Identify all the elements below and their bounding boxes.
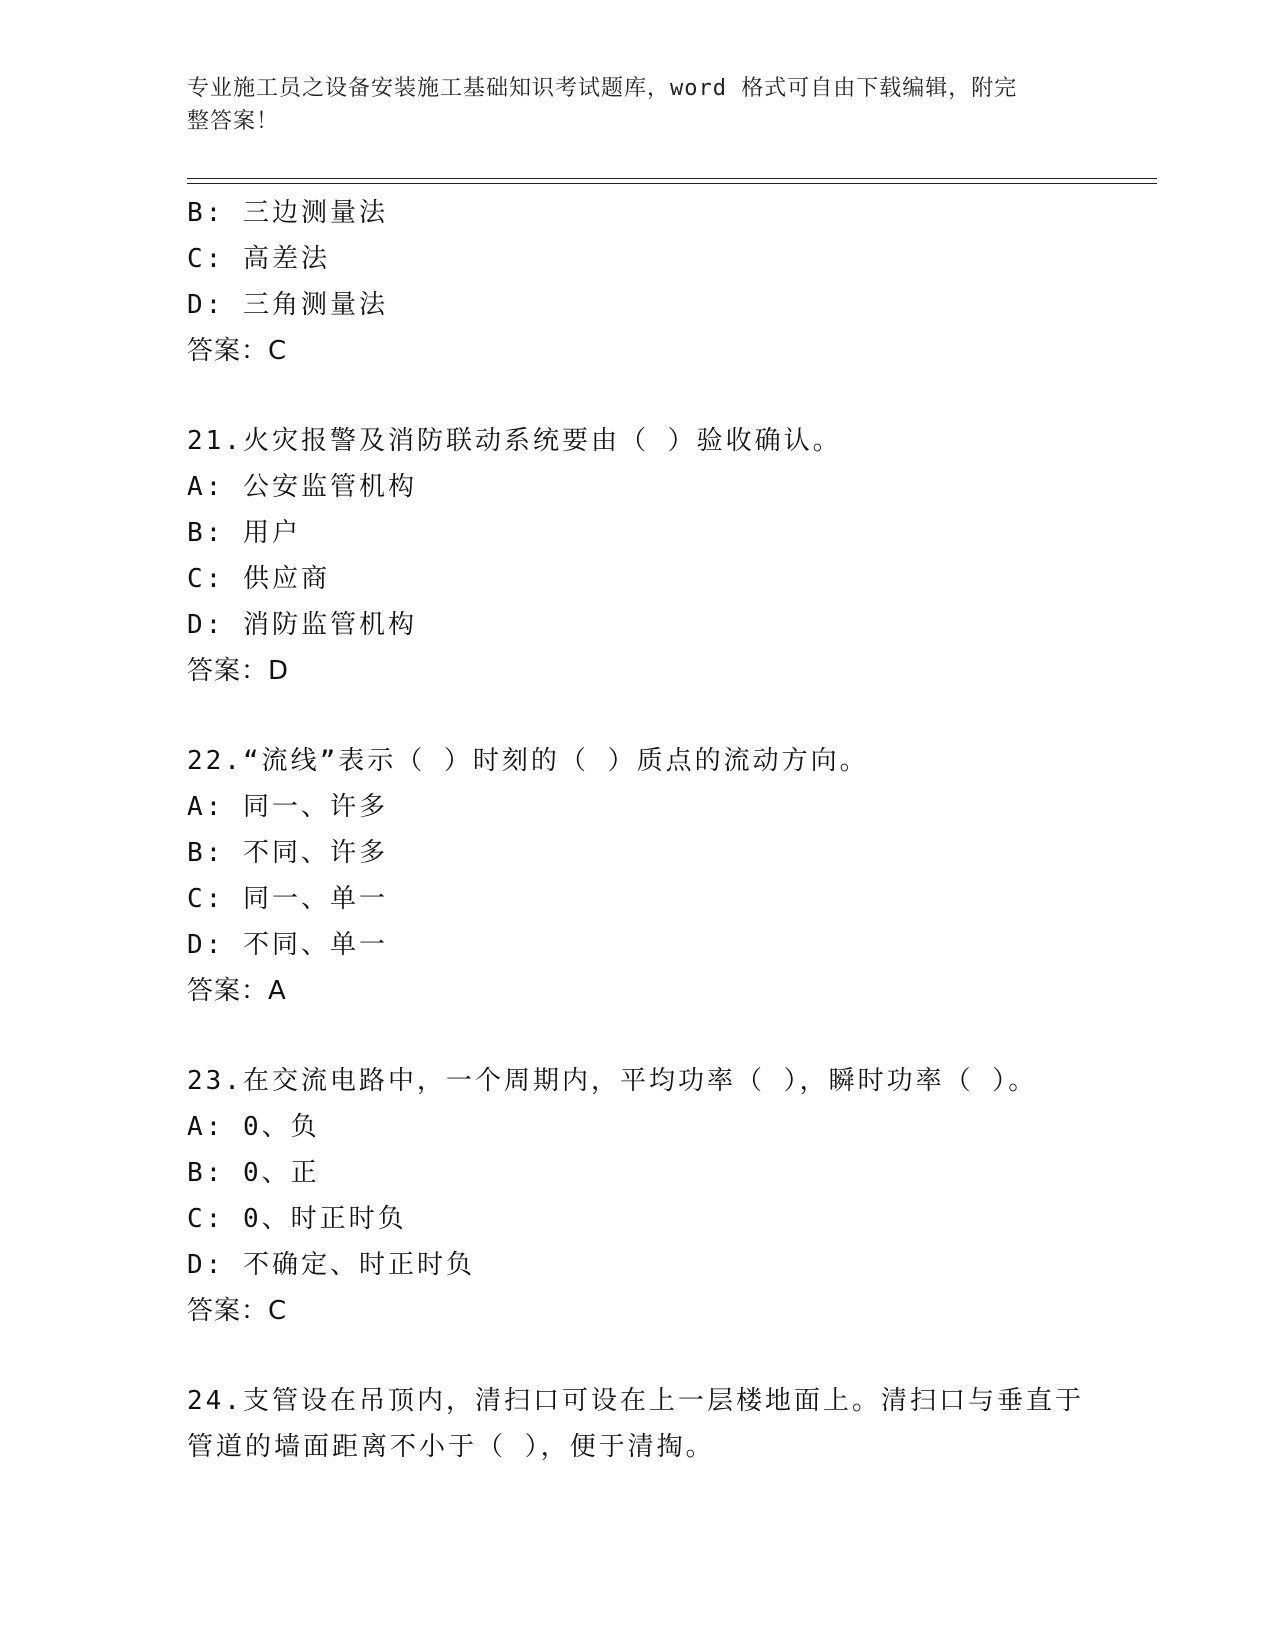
option-b: B: 用户 <box>187 518 301 548</box>
spacer <box>187 1334 1157 1378</box>
document-body <box>187 190 1157 1470</box>
option-c: C: 供应商 <box>187 564 330 594</box>
question-24-line-1: 24.支管设在吊顶内，清扫口可设在上一层楼地面上。清扫口与垂直于 <box>187 1386 1084 1416</box>
option-c: C: 0、时正时负 <box>187 1204 407 1234</box>
spacer <box>187 1014 1157 1058</box>
question-24 <box>187 1378 1087 1470</box>
option-a: A: 0、负 <box>187 1112 320 1142</box>
answer-line: 答案：C <box>187 336 288 366</box>
answer-line: 答案：C <box>187 1296 288 1326</box>
option-c: C: 高差法 <box>187 244 330 274</box>
spacer <box>187 694 1157 738</box>
header-line-2: 整答案！ <box>187 109 280 134</box>
option-b: B: 三边测量法 <box>187 198 388 228</box>
option-b: B: 不同、许多 <box>187 838 388 868</box>
option-d: D: 消防监管机构 <box>187 610 417 640</box>
spacer <box>187 374 1157 418</box>
option-d: D: 不同、单一 <box>187 930 388 960</box>
answer-line: 答案：A <box>187 976 287 1006</box>
header-divider-top <box>187 178 1157 179</box>
option-d: D: 不确定、时正时负 <box>187 1250 475 1280</box>
option-c: C: 同一、单一 <box>187 884 388 914</box>
document-header <box>187 72 1067 138</box>
header-divider-bottom <box>187 183 1157 184</box>
option-d: D: 三角测量法 <box>187 290 388 320</box>
question-21: 21.火灾报警及消防联动系统要由（ ）验收确认。 <box>187 426 842 456</box>
question-24-line-2: 管道的墙面距离不小于（ ），便于清掏。 <box>187 1432 715 1462</box>
header-line-1: 专业施工员之设备安装施工基础知识考试题库，word 格式可自由下载编辑，附完 <box>187 76 1018 101</box>
question-22: 22.“流线”表示（ ）时刻的（ ）质点的流动方向。 <box>187 746 869 776</box>
option-a: A: 同一、许多 <box>187 792 388 822</box>
option-a: A: 公安监管机构 <box>187 472 417 502</box>
answer-line: 答案：D <box>187 656 290 686</box>
question-23: 23.在交流电路中，一个周期内，平均功率（ ），瞬时功率（ ）。 <box>187 1066 1038 1096</box>
option-b: B: 0、正 <box>187 1158 320 1188</box>
